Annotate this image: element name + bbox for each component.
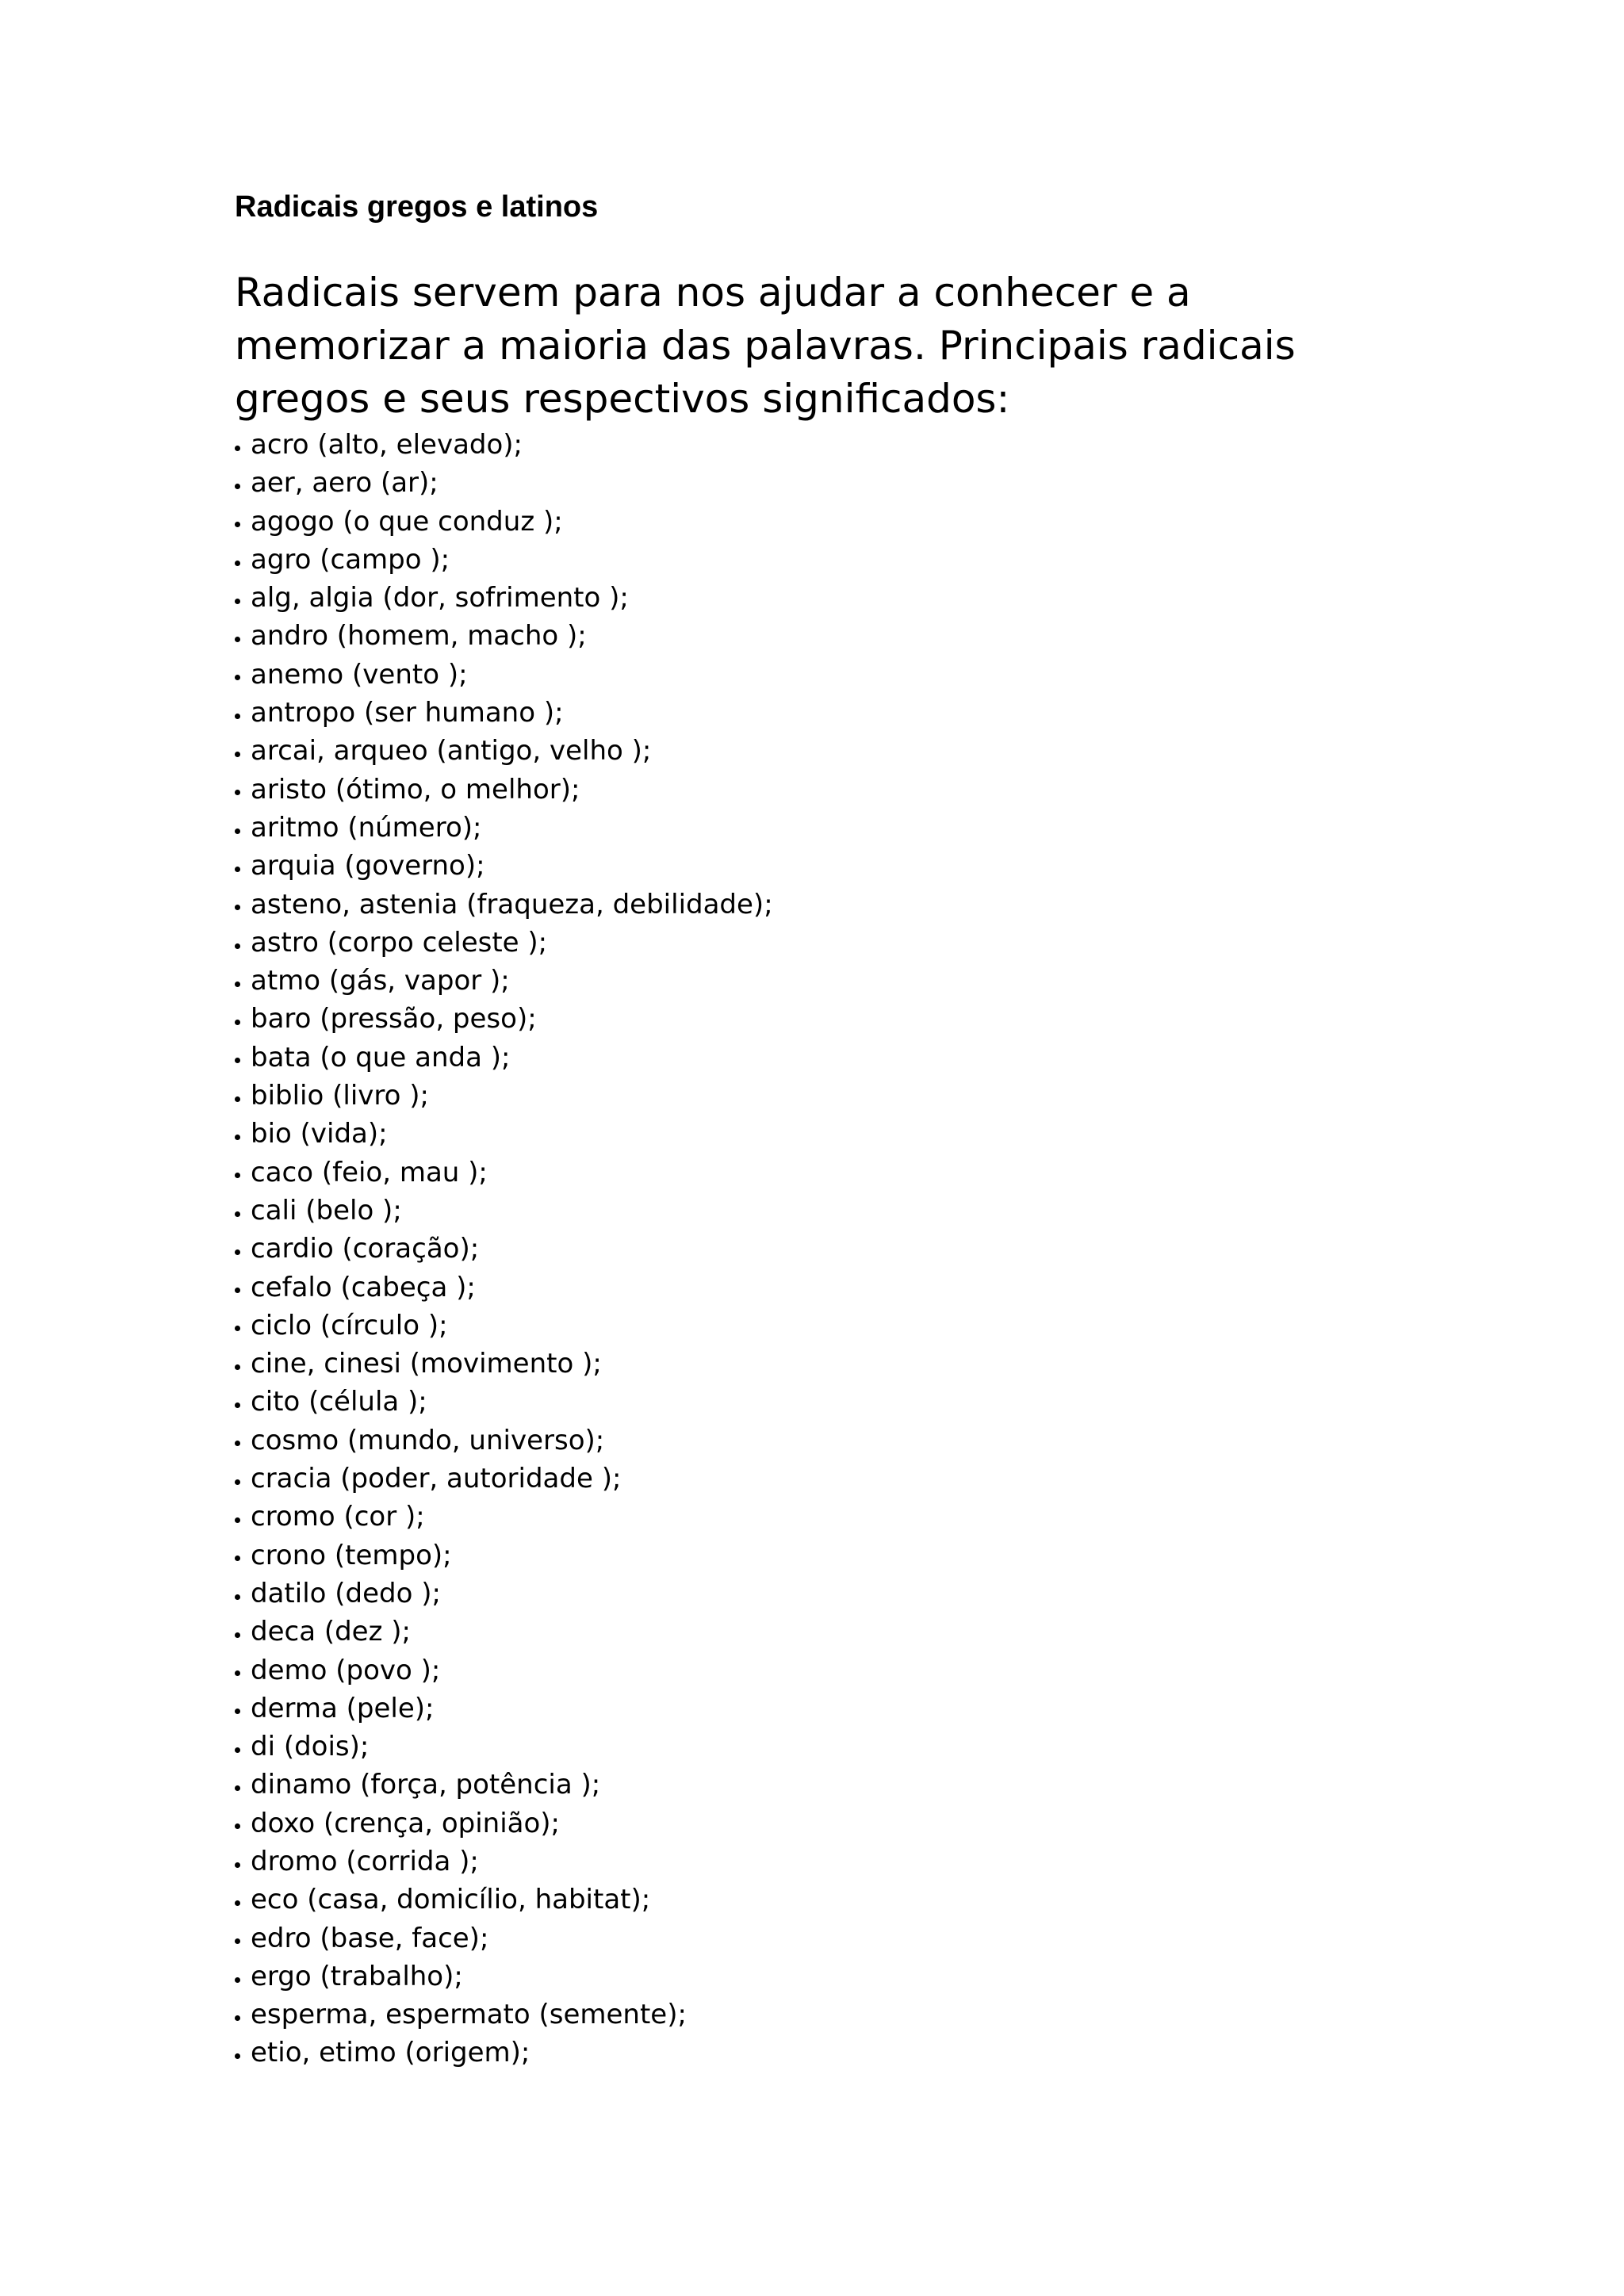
list-item-text: anemo (vento ); xyxy=(251,658,468,691)
list-item-text: ciclo (círculo ); xyxy=(251,1309,448,1341)
list-item-text: arquia (governo); xyxy=(251,850,485,882)
bullet-icon xyxy=(235,1058,240,1063)
list-item xyxy=(235,1957,1424,1996)
bullet-icon xyxy=(235,599,240,604)
bullet-icon xyxy=(235,1594,240,1600)
list-item-text: esperma, espermato (semente); xyxy=(251,1999,687,2031)
bullet-icon xyxy=(235,2053,240,2059)
list-item xyxy=(235,1192,1424,1230)
list-item xyxy=(235,1460,1424,1498)
list-item-text: etio, etimo (origem); xyxy=(251,2037,530,2069)
list-item xyxy=(235,426,1424,464)
list-item-text: derma (pele); xyxy=(251,1692,435,1724)
list-item-text: dromo (corrida ); xyxy=(251,1845,479,1877)
list-item-text: acro (alto, elevado); xyxy=(251,429,523,461)
bullet-icon xyxy=(235,790,240,795)
list-item-text: bata (o que anda ); xyxy=(251,1041,511,1073)
document-title: Radicais gregos e latinos xyxy=(235,190,599,224)
bullet-icon xyxy=(235,867,240,872)
bullet-icon xyxy=(235,1709,240,1714)
list-item xyxy=(235,1613,1424,1651)
list-item-text: cefalo (cabeça ); xyxy=(251,1271,476,1303)
list-item-text: aer, aero (ar); xyxy=(251,467,439,499)
list-item xyxy=(235,886,1424,924)
bullet-icon xyxy=(235,675,240,680)
bullet-icon xyxy=(235,1288,240,1293)
bullet-icon xyxy=(235,1096,240,1102)
list-item xyxy=(235,1651,1424,1689)
list-item xyxy=(235,1728,1424,1766)
list-item xyxy=(235,1115,1424,1153)
bullet-icon xyxy=(235,1441,240,1446)
list-item xyxy=(235,1345,1424,1383)
list-item-text: crono (tempo); xyxy=(251,1539,452,1571)
list-item xyxy=(235,924,1424,962)
list-item-text: datilo (dedo ); xyxy=(251,1577,441,1609)
list-item-text: cosmo (mundo, universo); xyxy=(251,1424,605,1456)
list-item-text: agro (campo ); xyxy=(251,543,450,576)
bullet-icon xyxy=(235,446,240,451)
bullet-icon xyxy=(235,1823,240,1829)
bullet-icon xyxy=(235,1020,240,1025)
list-item-text: asteno, astenia (fraqueza, debilidade); xyxy=(251,888,773,920)
bullet-icon xyxy=(235,1364,240,1370)
bullet-icon xyxy=(235,1173,240,1178)
list-item xyxy=(235,1307,1424,1345)
bullet-icon xyxy=(235,828,240,834)
list-item xyxy=(235,1919,1424,1957)
bullet-icon xyxy=(235,1479,240,1485)
bullet-icon xyxy=(235,1402,240,1408)
list-item xyxy=(235,1766,1424,1804)
bullet-icon xyxy=(235,905,240,910)
list-item-text: eco (casa, domicílio, habitat); xyxy=(251,1884,651,1916)
list-item xyxy=(235,656,1424,694)
bullet-icon xyxy=(235,561,240,566)
bullet-icon xyxy=(235,1977,240,1983)
list-item xyxy=(235,809,1424,847)
list-item xyxy=(235,1804,1424,1843)
bullet-icon xyxy=(235,1862,240,1868)
bullet-icon xyxy=(235,1785,240,1791)
list-item-text: biblio (livro ); xyxy=(251,1080,429,1112)
bullet-icon xyxy=(235,752,240,757)
bullet-icon xyxy=(235,1900,240,1906)
list-item-text: dinamo (força, potência ); xyxy=(251,1769,601,1801)
bullet-icon xyxy=(235,1747,240,1753)
list-item xyxy=(235,1039,1424,1077)
list-item-text: atmo (gás, vapor ); xyxy=(251,965,510,997)
bullet-icon xyxy=(235,714,240,719)
list-item xyxy=(235,541,1424,579)
list-item xyxy=(235,771,1424,809)
list-item xyxy=(235,847,1424,885)
list-item xyxy=(235,2034,1424,2072)
list-item-text: demo (povo ); xyxy=(251,1654,441,1686)
list-item xyxy=(235,732,1424,770)
bullet-icon xyxy=(235,1556,240,1561)
list-item-text: baro (pressão, peso); xyxy=(251,1003,537,1035)
list-item xyxy=(235,694,1424,732)
list-item-text: cromo (cor ); xyxy=(251,1501,425,1533)
list-item xyxy=(235,617,1424,655)
list-item xyxy=(235,1077,1424,1115)
list-item xyxy=(235,1383,1424,1421)
list-item-text: cardio (coração); xyxy=(251,1233,480,1265)
bullet-icon xyxy=(235,637,240,642)
bullet-icon xyxy=(235,1517,240,1523)
bullet-icon xyxy=(235,1670,240,1676)
list-item xyxy=(235,1422,1424,1460)
list-item xyxy=(235,1230,1424,1268)
list-item-text: doxo (crença, opinião); xyxy=(251,1807,561,1839)
list-item xyxy=(235,1996,1424,2034)
list-item-text: alg, algia (dor, sofrimento ); xyxy=(251,582,629,614)
list-item-text: cine, cinesi (movimento ); xyxy=(251,1348,602,1380)
list-item-text: antropo (ser humano ); xyxy=(251,697,564,729)
list-item-text: aritmo (número); xyxy=(251,811,482,844)
bullet-icon xyxy=(235,1249,240,1255)
list-item-text: caco (feio, mau ); xyxy=(251,1156,488,1188)
list-item-text: di (dois); xyxy=(251,1731,370,1763)
list-item-text: arcai, arqueo (antigo, velho ); xyxy=(251,735,652,767)
bullet-icon xyxy=(235,522,240,527)
list-item xyxy=(235,1536,1424,1575)
intro-paragraph: Radicais servem para nos ajudar a conhecer e a memorizar a maioria das palavras. Principais radicais gregos e seus respectivos significados: xyxy=(235,270,1296,422)
list-item xyxy=(235,1000,1424,1038)
list-item-text: edro (base, face); xyxy=(251,1922,489,1954)
radical-list xyxy=(235,426,1424,2072)
list-item-text: deca (dez ); xyxy=(251,1616,411,1648)
list-item-text: cali (belo ); xyxy=(251,1194,402,1226)
bullet-icon xyxy=(235,1211,240,1217)
list-item-text: astro (corpo celeste ); xyxy=(251,926,548,959)
list-item xyxy=(235,579,1424,617)
list-item-text: cito (célula ); xyxy=(251,1386,427,1418)
bullet-icon xyxy=(235,1135,240,1140)
bullet-icon xyxy=(235,943,240,949)
list-item xyxy=(235,503,1424,541)
bullet-icon xyxy=(235,2015,240,2021)
list-item xyxy=(235,1498,1424,1536)
list-item xyxy=(235,1843,1424,1881)
bullet-icon xyxy=(235,484,240,489)
list-item xyxy=(235,1154,1424,1192)
list-item xyxy=(235,1689,1424,1728)
bullet-icon xyxy=(235,1632,240,1638)
list-item xyxy=(235,1575,1424,1613)
bullet-icon xyxy=(235,1938,240,1944)
list-item xyxy=(235,1881,1424,1919)
list-item-text: cracia (poder, autoridade ); xyxy=(251,1463,622,1495)
list-item xyxy=(235,464,1424,502)
list-item-text: agogo (o que conduz ); xyxy=(251,505,563,538)
list-item-text: aristo (ótimo, o melhor); xyxy=(251,773,580,806)
document-page xyxy=(235,189,1424,2072)
list-item-text: andro (homem, macho ); xyxy=(251,620,587,652)
list-item-text: ergo (trabalho); xyxy=(251,1960,463,1992)
bullet-icon xyxy=(235,1326,240,1331)
bullet-icon xyxy=(235,982,240,987)
list-item-text: bio (vida); xyxy=(251,1118,388,1150)
list-item xyxy=(235,962,1424,1000)
list-item xyxy=(235,1269,1424,1307)
